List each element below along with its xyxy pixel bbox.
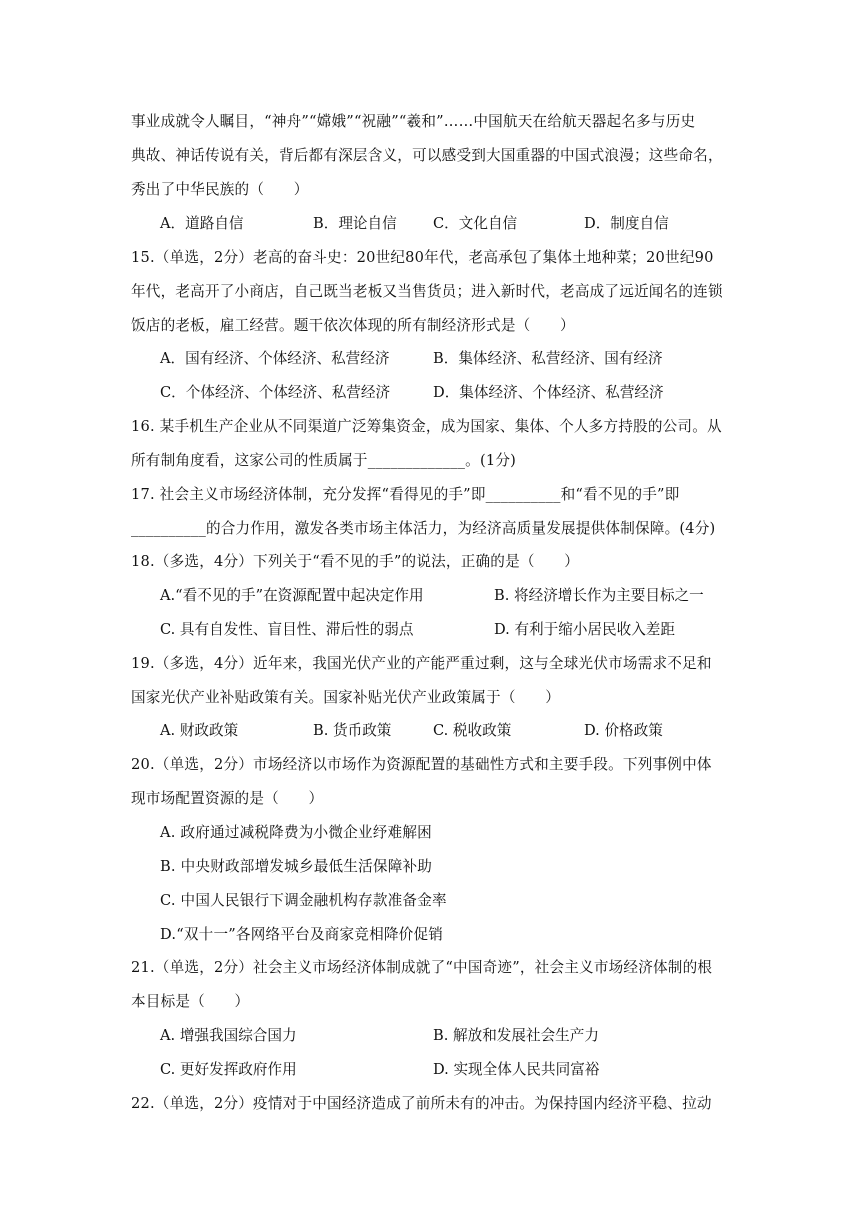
q16-text-line-2: 所有制角度看，这家公司的性质属于_____________。(1分) [131, 452, 517, 469]
q15-option-d: D．集体经济、个体经济、私营经济 [433, 384, 664, 401]
q15-text-line-2: 年代，老高开了小商店，自己既当老板又当售货员；进入新时代，老高成了远近闻名的连锁 [131, 283, 723, 300]
q17-text-line-1: 17. 社会主义市场经济体制，充分发挥“看得见的手”即__________和“看不见的手”即 [131, 486, 680, 503]
q21-option-d: D. 实现全体人民共同富裕 [433, 1061, 600, 1078]
q15-text-line-1: 15.（单选，2分）老高的奋斗史：20世纪80年代，老高承包了集体土地种菜；20世纪90 [131, 249, 714, 266]
q19-text-line-2: 国家光伏产业补贴政策有关。国家补贴光伏产业政策属于（ ） [131, 689, 561, 706]
q15-option-c: C．个体经济、个体经济、私营经济 [160, 384, 391, 401]
q21-option-a: A. 增强我国综合国力 [160, 1027, 297, 1044]
q20-option-b: B. 中央财政部增发城乡最低生活保障补助 [160, 858, 433, 875]
q19-text-line-1: 19.（多选，4分）近年来，我国光伏产业的产能严重过剩，这与全球光伏市场需求不足和 [131, 655, 712, 672]
q21-text-line-2: 本目标是（ ） [131, 993, 250, 1010]
q17-text-line-2: __________的合力作用，激发各类市场主体活力，为经济高质量发展提供体制保障。(4分) [131, 520, 716, 537]
q15-option-a: A．国有经济、个体经济、私营经济 [160, 350, 390, 367]
q20-text-line-1: 20.（单选，2分）市场经济以市场作为资源配置的基础性方式和主要手段。下列事例中体 [131, 756, 712, 773]
q18-option-d: D. 有利于缩小居民收入差距 [494, 621, 675, 638]
q19-option-b: B. 货币政策 [313, 722, 392, 739]
q18-option-a: A.“看不见的手”在资源配置中起决定作用 [160, 587, 424, 604]
q14-text-line-1: 事业成就令人瞩目，“神舟”“嫦娥”“祝融”“羲和”……中国航天在给航天器起名多与历史 [131, 113, 696, 130]
q14-option-a: A．道路自信 [160, 215, 244, 232]
q18-option-b: B. 将经济增长作为主要目标之一 [494, 587, 704, 604]
q14-option-d: D．制度自信 [584, 215, 669, 232]
q21-option-b: B. 解放和发展社会生产力 [433, 1027, 599, 1044]
q22-text-line-1: 22.（单选，2分）疫情对于中国经济造成了前所未有的冲击。为保持国内经济平稳、拉动 [131, 1095, 712, 1112]
q21-option-c: C. 更好发挥政府作用 [160, 1061, 297, 1078]
q15-text-line-3: 饭店的老板，雇工经营。题干依次体现的所有制经济形式是（ ） [131, 317, 575, 334]
q21-text-line-1: 21.（单选，2分）社会主义市场经济体制成就了“中国奇迹”，社会主义市场经济体制的根 [131, 959, 713, 976]
q18-text-line-1: 18.（多选，4分）下列关于“看不见的手”的说法，正确的是（ ） [131, 553, 580, 570]
q14-option-b: B．理论自信 [313, 215, 397, 232]
q15-option-b: B．集体经济、私营经济、国有经济 [433, 350, 663, 367]
q20-option-d: D.“双十一”各网络平台及商家竞相降价促销 [160, 926, 444, 943]
q19-option-d: D. 价格政策 [584, 722, 663, 739]
q16-text-line-1: 16. 某手机生产企业从不同渠道广泛筹集资金，成为国家、集体、个人多方持股的公司。从 [131, 418, 722, 435]
q14-text-line-3: 秀出了中华民族的（ ） [131, 181, 309, 198]
q14-option-c: C．文化自信 [433, 215, 518, 232]
q18-option-c: C. 具有自发性、盲目性、滞后性的弱点 [160, 621, 414, 638]
q19-option-a: A. 财政政策 [160, 722, 239, 739]
q20-text-line-2: 现市场配置资源的是（ ） [131, 790, 324, 807]
q20-option-c: C. 中国人民银行下调金融机构存款准备金率 [160, 892, 447, 909]
q19-option-c: C. 税收政策 [433, 722, 512, 739]
q20-option-a: A. 政府通过减税降费为小微企业纾难解困 [160, 824, 432, 841]
q14-text-line-2: 典故、神话传说有关，背后都有深层含义，可以感受到大国重器的中国式浪漫；这些命名， [131, 147, 723, 164]
